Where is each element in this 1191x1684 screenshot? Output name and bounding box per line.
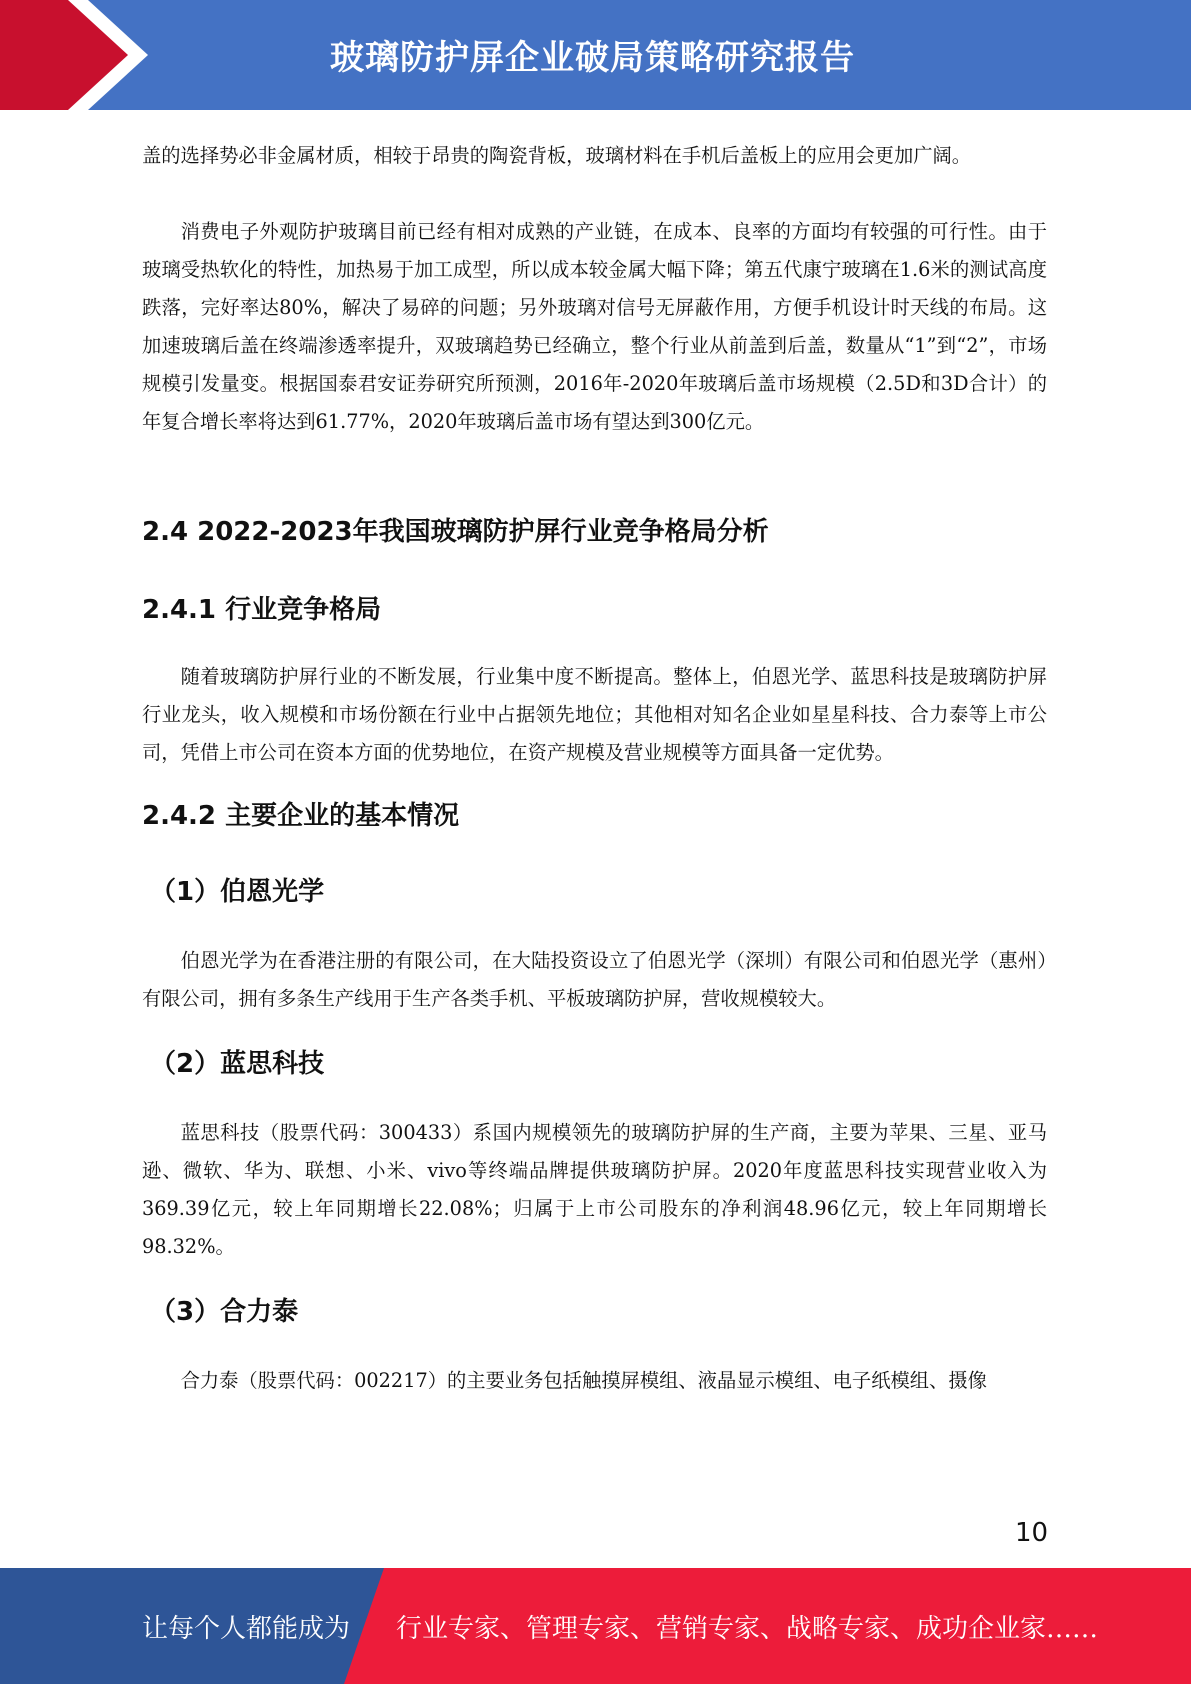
header-arrow-decoration [0, 0, 160, 110]
paragraph: 蓝思科技（股票代码：300433）系国内规模领先的玻璃防护屏的生产商，主要为苹果、三星、亚马逊、微软、华为、联想、小米、vivo等终端品牌提供玻璃防护屏。2020年度蓝思科技实现营业收入为369.39亿元，较上年同期增长22.08%；归属于上市公司股东的净利润48.96亿元，较上年同期增长98.32%。 [142, 1121, 1047, 1258]
paragraph: 随着玻璃防护屏行业的不断发展，行业集中度不断提高。整体上，伯恩光学、蓝思科技是玻璃防护屏行业龙头，收入规模和市场份额在行业中占据领先地位；其他相对知名企业如星星科技、合力泰等上市公司，凭借上市公司在资本方面的优势地位，在资产规模及营业规模等方面具备一定优势。 [142, 665, 1047, 764]
report-title: 玻璃防护屏企业破局策略研究报告 [330, 38, 855, 78]
section-heading: 2.4 2022-2023年我国玻璃防护屏行业竞争格局分析 [142, 517, 769, 547]
company-heading: （1）伯恩光学 [150, 877, 325, 907]
page-footer [0, 1568, 1191, 1684]
company-heading: （2）蓝思科技 [150, 1049, 325, 1079]
footer-slogan-right: 行业专家、管理专家、营销专家、战略专家、成功企业家…… [396, 1614, 1099, 1644]
paragraph: 盖的选择势必非金属材质，相较于昂贵的陶瓷背板，玻璃材料在手机后盖板上的应用会更加广阔。 [142, 144, 972, 167]
page-number: 10 [1015, 1518, 1049, 1548]
footer-slogan-left: 让每个人都能成为 [142, 1614, 351, 1644]
paragraph: 合力泰（股票代码：002217）的主要业务包括触摸屏模组、液晶显示模组、电子纸模组、摄像 [180, 1369, 987, 1392]
subsection-heading: 2.4.2 主要企业的基本情况 [142, 801, 460, 831]
subsection-heading: 2.4.1 行业竞争格局 [142, 595, 382, 625]
page-content [142, 137, 1047, 1400]
paragraph: 消费电子外观防护玻璃目前已经有相对成熟的产业链，在成本、良率的方面均有较强的可行性。由于玻璃受热软化的特性，加热易于加工成型，所以成本较金属大幅下降；第五代康宁玻璃在1.6米的测试高度跌落，完好率达80%，解决了易碎的问题；另外玻璃对信号无屏蔽作用，方便手机设计时天线的布局。这加速玻璃后盖在终端渗透率提升，双玻璃趋势已经确立，整个行业从前盖到后盖，数量从“1”到“2”，市场规模引发量变。根据国泰君安证券研究所预测，2016年-2020年玻璃后盖市场规模（2.5D和3D合计）的年复合增长率将达到61.77%，2020年玻璃后盖市场有望达到300亿元。 [142, 220, 1047, 433]
company-heading: （3）合力泰 [150, 1297, 299, 1327]
page-header [0, 0, 1191, 110]
paragraph: 伯恩光学为在香港注册的有限公司，在大陆投资设立了伯恩光学（深圳）有限公司和伯恩光学（惠州）有限公司，拥有多条生产线用于生产各类手机、平板玻璃防护屏，营收规模较大。 [142, 949, 1047, 1010]
